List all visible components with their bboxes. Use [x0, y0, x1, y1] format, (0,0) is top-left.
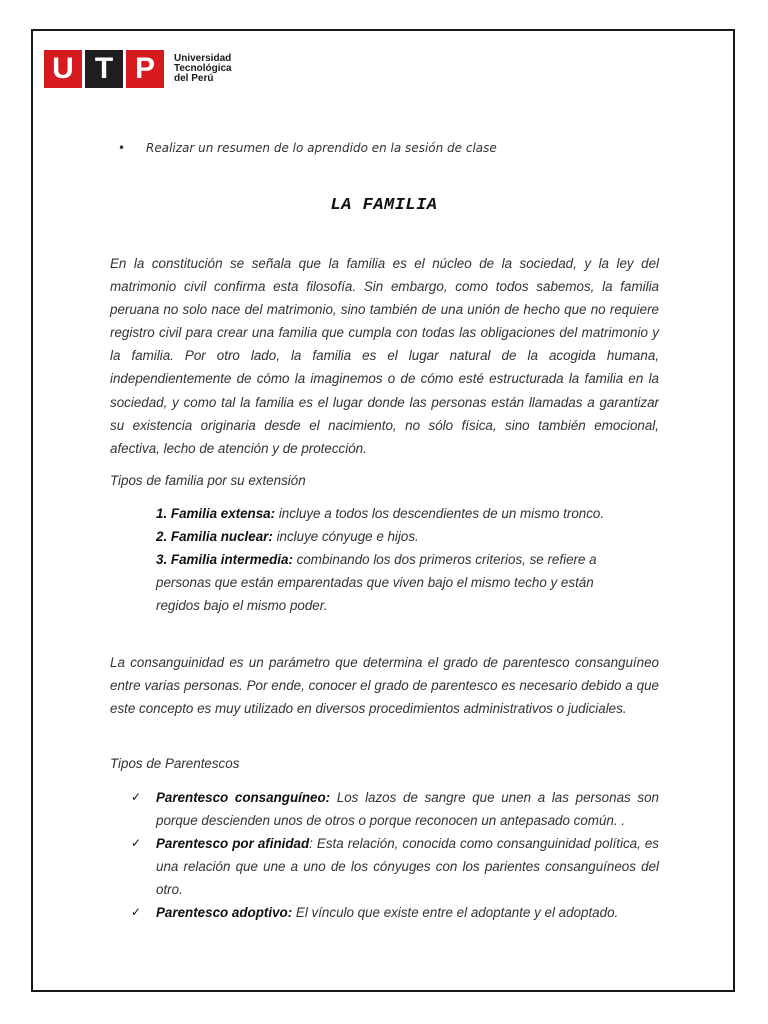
- list-item: [131, 786, 659, 832]
- list-item-desc: Los lazos de sangre que unen a las personas son porque descienden unos de otros o porque reconocen un antepasado común. .: [156, 790, 659, 829]
- consanguinity-paragraph: La consanguinidad es un parámetro que determina el grado de parentesco consanguíneo entre varias personas. Por ende, conocer el grado de parentesco es necesario debido a que este concepto es muy utilizado en diversos procedimientos administrativos o judiciales.: [110, 655, 659, 717]
- utp-logo: [44, 50, 232, 88]
- university-name-line: Tecnológica: [174, 63, 232, 74]
- logo-letter-u: U: [44, 50, 82, 88]
- list-item: [131, 832, 659, 901]
- checkmark-icon: ✓: [131, 836, 142, 851]
- university-name-line: Universidad: [174, 53, 232, 64]
- list-item-term: 3. Familia intermedia:: [156, 552, 293, 567]
- checkmark-icon: ✓: [131, 905, 142, 920]
- list-item-term: 2. Familia nuclear:: [156, 529, 273, 544]
- intro-paragraph: En la constitución se señala que la familia es el núcleo de la sociedad, y la ley del matrimonio civil confirma esta filosofía. Sin embargo, como todos sabemos, la familia peruana no solo nace del matrimonio, sino también de una unión de hecho que no requiere registro civil para crear una familia que cumpla con todas las obligaciones del matrimonio y la familia. Por otro lado, la familia es el lugar natural de la acogida humana, independientemente de cómo la imaginemos o de cómo esté estructurada la familia en la sociedad, y como tal la familia es el lugar donde las personas están llamadas a garantizar su existencia originaria desde el nacimiento, no sólo física, sino también emocional, afectiva, lecho de atención y de protección.: [110, 256, 659, 456]
- logo-letter-t: T: [85, 50, 123, 88]
- kinship-heading: Tipos de Parentescos: [110, 756, 240, 771]
- family-types-list: [156, 502, 636, 617]
- bullet-icon: •: [118, 141, 126, 155]
- list-item: [156, 502, 636, 525]
- list-item: [131, 901, 659, 924]
- list-item: [156, 525, 636, 548]
- list-item-desc: incluye a todos los descendientes de un mismo tronco.: [275, 506, 605, 521]
- document-title: LA FAMILIA: [330, 196, 438, 215]
- university-name-line: del Perú: [174, 73, 214, 84]
- list-item-desc: : Esta relación, conocida como consanguinidad política, es una relación que une a uno de los cónyuges con los parientes consanguíneos del otro.: [156, 836, 659, 898]
- list-item-term: Parentesco consanguíneo:: [156, 790, 331, 805]
- list-item: [156, 548, 636, 617]
- list-item-desc: El vínculo que existe entre el adoptante y el adoptado.: [292, 905, 619, 921]
- list-item-term: 1. Familia extensa:: [156, 506, 276, 521]
- university-name: [174, 54, 232, 84]
- task-text: Realizar un resumen de lo aprendido en la sesión de clase: [146, 141, 497, 155]
- kinship-types-list: [131, 786, 659, 925]
- list-item-desc: incluye cónyuge e hijos.: [272, 529, 419, 544]
- list-item-term: Parentesco adoptivo:: [156, 905, 293, 921]
- family-types-heading: Tipos de familia por su extensión: [110, 473, 306, 488]
- list-item-desc: combinando los dos primeros criterios, se refiere a personas que están emparentadas que viven bajo el mismo techo y están regidos bajo el mismo poder.: [156, 552, 597, 613]
- logo-letter-p: P: [126, 50, 164, 88]
- checkmark-icon: ✓: [131, 790, 142, 804]
- list-item-term: Parentesco por afinidad: [156, 836, 310, 852]
